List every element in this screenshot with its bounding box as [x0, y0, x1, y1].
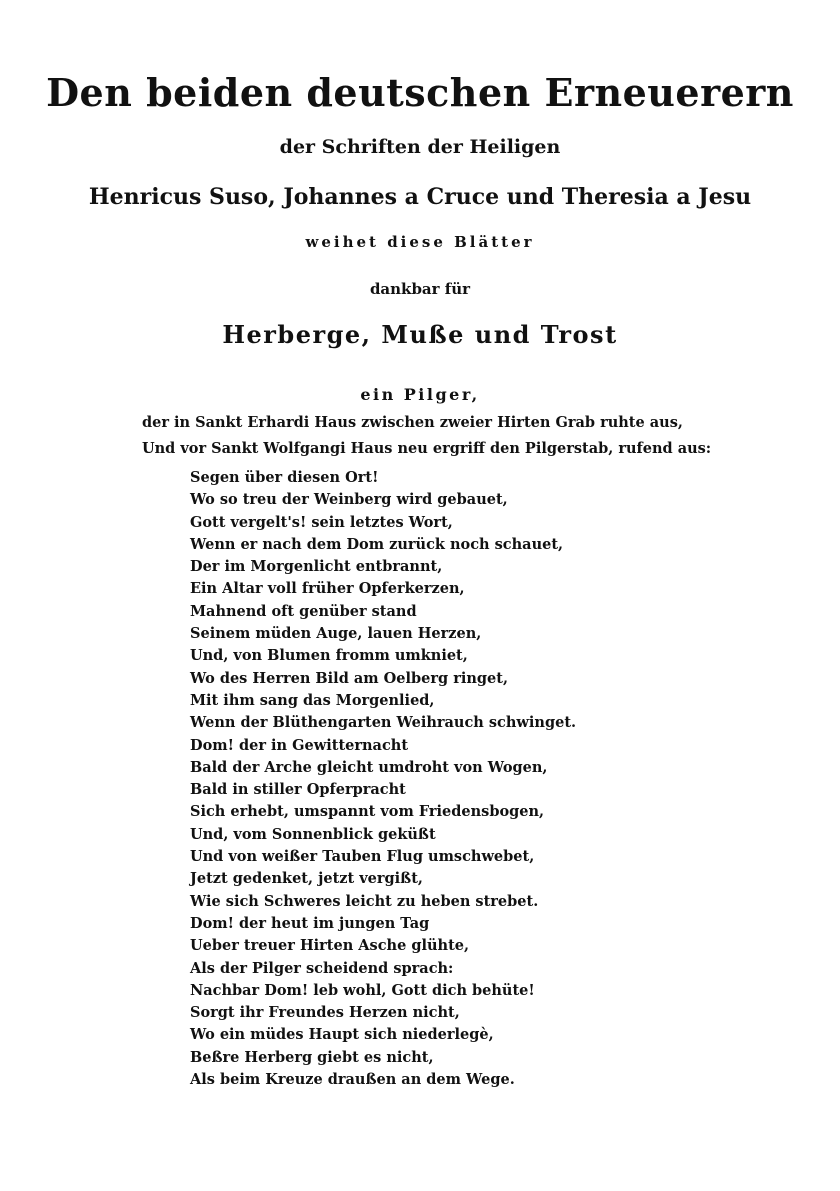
poem-line: Mahnend oft genüber stand — [190, 602, 417, 620]
poem-line: Als der Pilger scheidend sprach: — [190, 959, 454, 977]
poem-line: Dom! der heut im jungen Tag — [190, 914, 430, 932]
poem-line: Bald der Arche gleicht umdroht von Wogen, — [190, 758, 548, 776]
dedication-line-weihet: weihet diese Blätter — [305, 233, 535, 251]
poem-line: Sorgt ihr Freundes Herzen nicht, — [190, 1004, 460, 1022]
poem-line: Gott vergelt's! sein letztes Wort, — [190, 513, 453, 531]
dedication-line-pilger: ein Pilger, — [360, 385, 480, 404]
dedication-line-dankbar: dankbar für — [369, 280, 471, 298]
dedication-line-herberge: Herberge, Muße und Trost — [222, 320, 618, 349]
dedication-line-saints-intro: der Schriften der Heiligen — [279, 136, 561, 158]
poem-line: Der im Morgenlicht entbrannt, — [190, 558, 443, 576]
poem-line: Wenn er nach dem Dom zurück noch schauet, — [190, 535, 564, 553]
poem-line: Beßre Herberg giebt es nicht, — [190, 1048, 434, 1066]
poem-line: Seinem müden Auge, lauen Herzen, — [190, 625, 482, 643]
poem-line: Wie sich Schweres leicht zu heben strebet. — [190, 892, 539, 910]
poem-line: Und, von Blumen fromm umkniet, — [190, 647, 468, 665]
poem — [190, 467, 576, 1091]
poem-line: Wenn der Blüthengarten Weihrauch schwinget. — [190, 714, 577, 732]
poem-line: Ein Altar voll früher Opferkerzen, — [190, 580, 465, 598]
dedication-prose-line-2: Und vor Sankt Wolfgangi Haus neu ergriff den Pilgerstab, rufend aus: — [142, 440, 712, 457]
poem-line: Und von weißer Tauben Flug umschwebet, — [190, 848, 535, 866]
poem-line: Sich erhebt, umspannt vom Friedensbogen, — [190, 803, 545, 821]
poem-line: Dom! der in Gewitternacht — [190, 736, 409, 754]
dedication-title: Den beiden deutschen Erneuerern — [46, 70, 794, 115]
poem-line: Jetzt gedenket, jetzt vergißt, — [190, 870, 423, 888]
poem-line: Bald in stiller Opferpracht — [190, 781, 406, 799]
poem-line: Und, vom Sonnenblick geküßt — [190, 825, 436, 843]
poem-line: Ueber treuer Hirten Asche glühte, — [190, 937, 470, 955]
poem-line: Mit ihm sang das Morgenlied, — [190, 691, 435, 709]
poem-line: Nachbar Dom! leb wohl, Gott dich behüte! — [190, 981, 535, 999]
poem-line: Wo ein müdes Haupt sich niederlegè, — [190, 1026, 494, 1044]
dedication-prose-line-1: der in Sankt Erhardi Haus zwischen zweier Hirten Grab ruhte aus, — [142, 414, 683, 431]
poem-line: Als beim Kreuze draußen an dem Wege. — [190, 1071, 515, 1089]
poem-line: Segen über diesen Ort! — [190, 469, 379, 486]
poem-line: Wo des Herren Bild am Oelberg ringet, — [190, 669, 509, 687]
dedication-line-saints-names: Henricus Suso, Johannes a Cruce und Theresia a Jesu — [88, 184, 752, 210]
poem-line: Wo so treu der Weinberg wird gebauet, — [190, 491, 508, 509]
